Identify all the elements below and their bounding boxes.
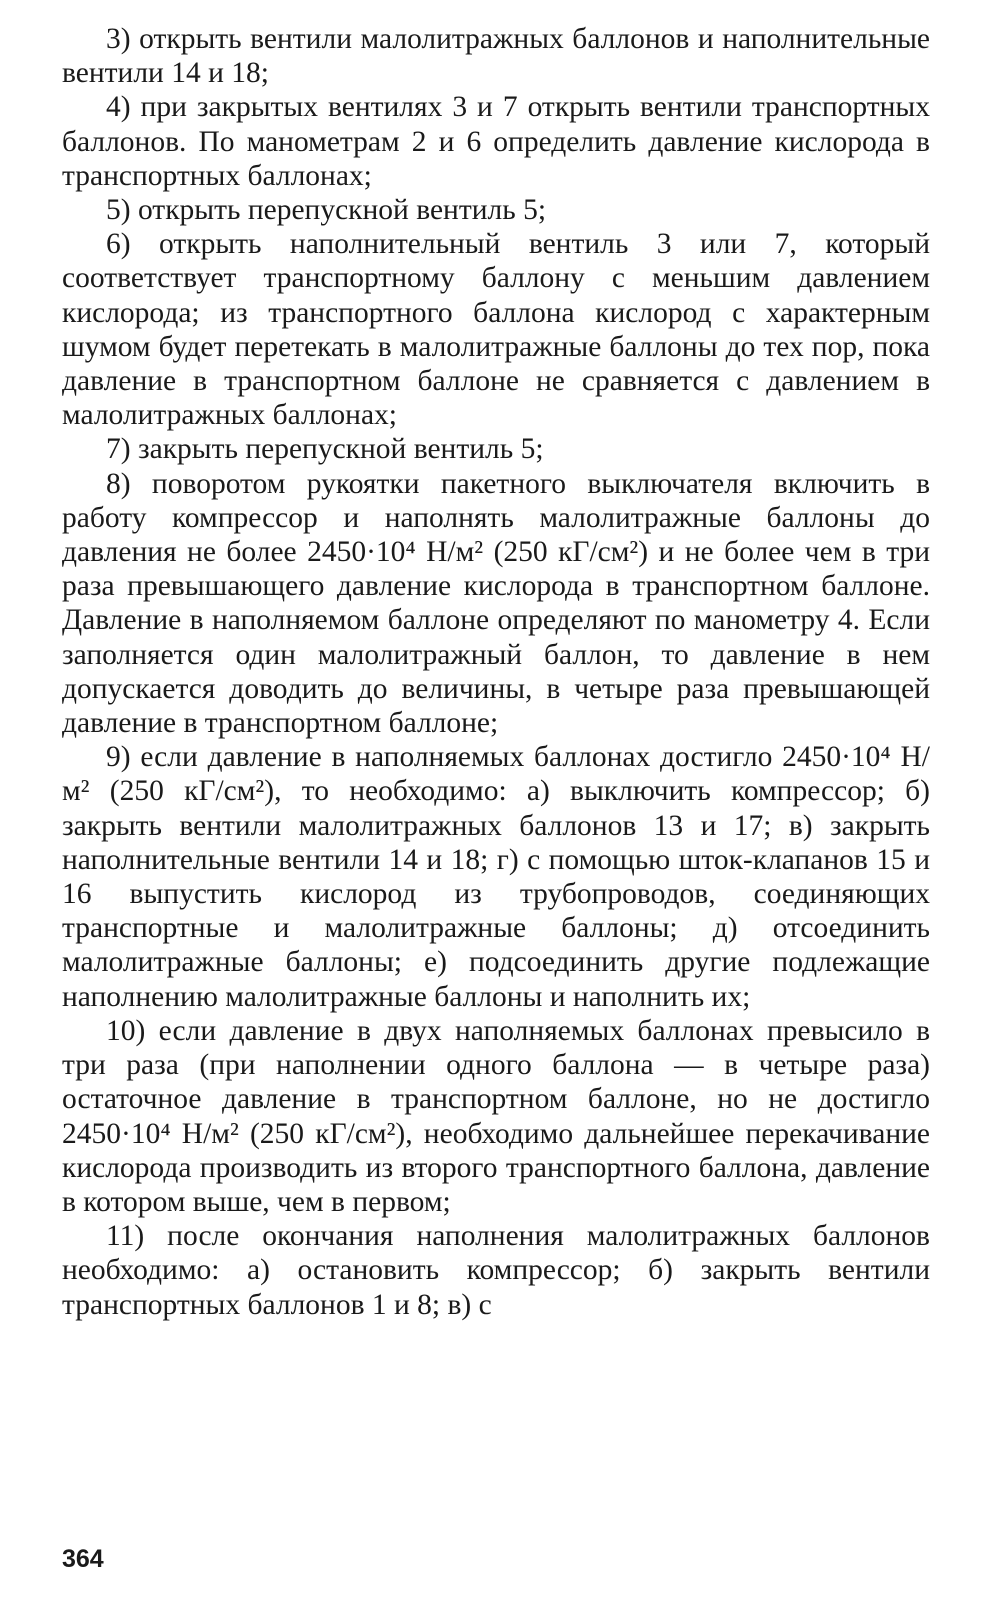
paragraph-step-6: 6) открыть наполнительный вентиль 3 или 7, который соответствует транспортному баллону с меньшим давлением кислорода; из транспортного баллона кислород с характерным шумом будет перетекать в малолитражные баллоны до тех пор, пока давление в транспортном баллоне не сравняется с давлением в малолитражных баллонах; [62, 228, 930, 432]
paragraph-step-10: 10) если давление в двух наполняемых баллонах превысило в три раза (при наполнении одного баллона — в четыре раза) остаточное давление в транспортном баллоне, но не достигло 2450·10⁴ Н/м² (250 кГ/см²), необходимо дальнейшее перекачивание кислорода производить из второго транспортного баллона, давление в котором выше, чем в первом; [62, 1014, 930, 1218]
paragraph-step-11: 11) после окончания наполнения малолитражных баллонов необходимо: а) остановить компрессор; б) закрыть вентили транспортных баллонов 1 и 8; в) с [62, 1220, 930, 1321]
page-body [62, 22, 930, 1322]
paragraph-step-7: 7) закрыть перепускной вентиль 5; [106, 433, 544, 466]
paragraph-step-8: 8) поворотом рукоятки пакетного выключателя включить в работу компрессор и наполнять малолитражные баллоны до давления не более 2450·10⁴ Н/м² (250 кГ/см²) и не более чем в три раза превышающего давление кислорода в транспортном баллоне. Давление в наполняемом баллоне определяют по манометру 4. Если заполняется один малолитражный баллон, то давление в нем допускается доводить до величины, в четыре раза превышающей давление в транспортном баллоне; [62, 467, 930, 740]
paragraph-step-3: 3) открыть вентили малолитражных баллонов и наполнительные вентили 14 и 18; [62, 23, 930, 90]
paragraph-step-4: 4) при закрытых вентилях 3 и 7 открыть вентили транспортных баллонов. По манометрам 2 и 6 определить давление кислорода в транспортных баллонах; [62, 91, 930, 192]
paragraph-step-5: 5) открыть перепускной вентиль 5; [106, 194, 547, 227]
page-number: 364 [62, 1545, 104, 1573]
paragraph-step-9: 9) если давление в наполняемых баллонах достигло 2450·10⁴ Н/м² (250 кГ/см²), то необходимо: а) выключить компрессор; б) закрыть вентили малолитражных баллонов 13 и 17; в) закрыть наполнительные вентили 14 и 18; г) с помощью шток-клапанов 15 и 16 выпустить кислород из трубопроводов, соединяющих транспортные и малолитражные баллоны; д) отсоединить малолитражные баллоны; е) подсоединить другие подлежащие наполнению малолитражные баллоны и наполнить их; [62, 741, 930, 1013]
